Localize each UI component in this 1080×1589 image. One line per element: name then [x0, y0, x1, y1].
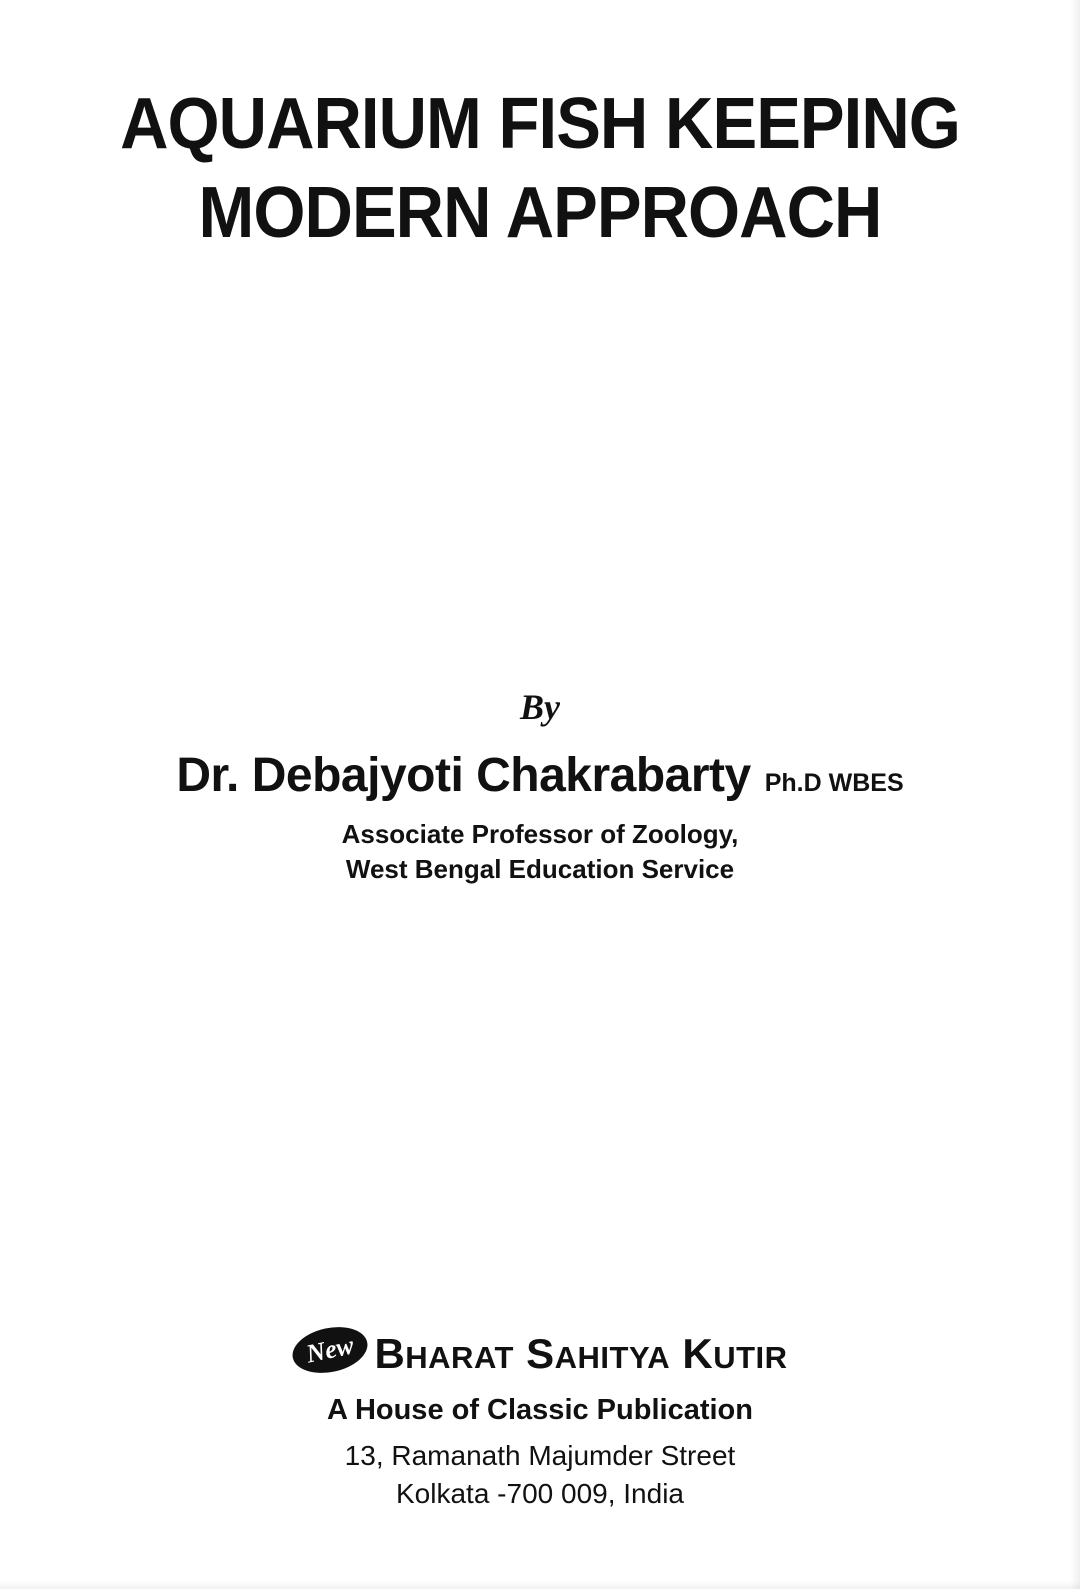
- publisher-block: [0, 1330, 1080, 1513]
- book-title-line-2: MODERN APPROACH: [198, 173, 882, 254]
- publisher-name-harat: HARAT: [405, 1340, 514, 1375]
- book-title: [0, 84, 1080, 254]
- publisher-address-line-2: Kolkata -700 009, India: [396, 1477, 684, 1509]
- publisher-address-line-1: 13, Ramanath Majumder Street: [344, 1440, 736, 1471]
- publisher-name-b: B: [374, 1330, 406, 1377]
- author-affiliation-line-1: Associate Professor of Zoology,: [341, 818, 739, 849]
- author-block: [0, 688, 1080, 887]
- publisher-name-utir: UTIR: [713, 1340, 788, 1375]
- book-title-line-1: AQUARIUM FISH KEEPING: [120, 84, 960, 164]
- publisher-tagline: A House of Classic Publication: [327, 1394, 753, 1426]
- author-name-row: [0, 748, 1080, 803]
- page-edge-shadow-bottom: [0, 1581, 1080, 1589]
- publisher-name-s: S: [526, 1330, 555, 1377]
- publisher-name: [374, 1330, 787, 1378]
- publisher-address: [0, 1437, 1080, 1513]
- publisher-name-ahitya: AHITYA: [554, 1340, 671, 1375]
- publisher-name-row: [0, 1330, 1080, 1378]
- new-badge-icon: New: [289, 1321, 372, 1380]
- author-affiliation-line-2: West Bengal Education Service: [345, 853, 735, 884]
- author-affiliation: [0, 817, 1080, 887]
- by-label: By: [520, 687, 560, 727]
- author-name: Dr. Debajyoti Chakrabarty: [176, 748, 751, 802]
- author-degrees: Ph.D WBES: [764, 768, 904, 797]
- publisher-name-k: K: [682, 1330, 714, 1377]
